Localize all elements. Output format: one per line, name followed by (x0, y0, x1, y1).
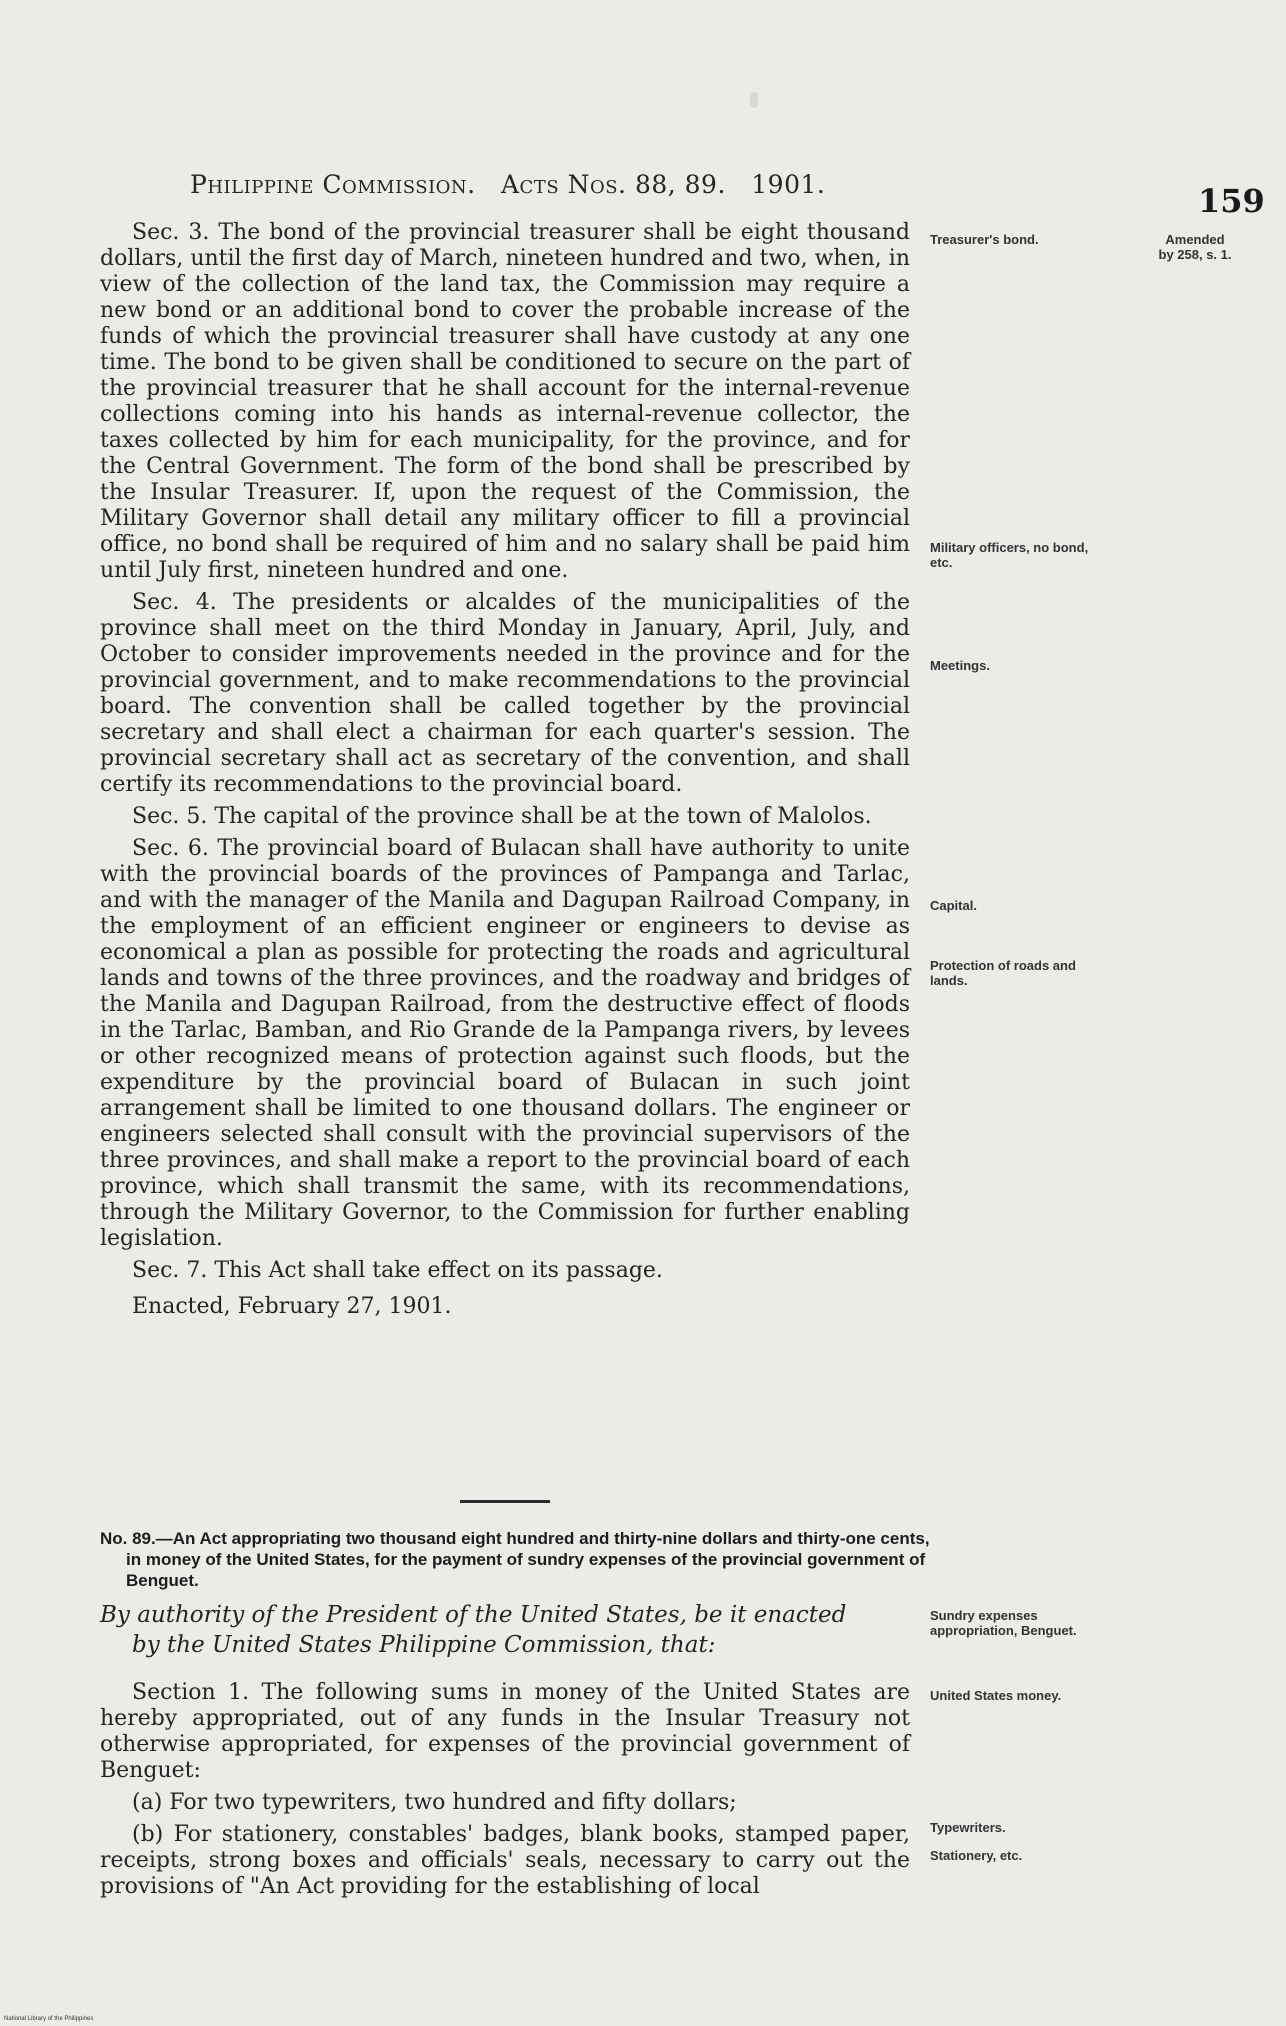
margin-note-military-officers: Military officers, no bond, etc. (930, 540, 1089, 570)
margin-note-us-money: United States money. (930, 1688, 1062, 1703)
enacting-line-1: By authority of the President of the United States, be it enacted (100, 1602, 847, 1628)
act-89-section-1: Section 1. The following sums in money of the United States are hereby appropriated, out of any funds in the Insular Treasury not otherwise appropriated, for expenses of the provincial government of Benguet: (100, 1680, 910, 1783)
running-head (190, 170, 825, 199)
section-3: Sec. 3. The bond of the provincial treasurer shall be eight thousand dollars, until the first day of March, nineteen hundred and two, when, in view of the collection of the land tax, the Commission may require a new bond or an additional bond to cover the probable increase of the funds of which the provincial treasurer shall have custody at any one time. The bond to be given shall be conditioned to secure on the part of the provincial treasurer that he shall account for the internal-revenue collections coming into his hands as internal-revenue collector, the taxes collected by him for each municipality, for the province, and for the Central Government. The form of the bond shall be prescribed by the Insular Treasurer. If, upon the request of the Commission, the Military Governor shall detail any military officer to fill a provincial office, no bond shall be required of him and no salary shall be paid him until July first, nineteen hundred and one. (100, 220, 910, 583)
section-5: Sec. 5. The capital of the province shall be at the town of Malolos. (132, 804, 872, 829)
margin-note-typewriters: Typewriters. (930, 1820, 1006, 1835)
page-number: 159 (1198, 182, 1265, 220)
amended-line-2: by 258, s. 1. (1158, 247, 1232, 262)
margin-note-stationery: Stationery, etc. (930, 1848, 1023, 1863)
section-4: Sec. 4. The presidents or alcaldes of the municipalities of the province shall meet on the third Monday in January, April, July, and October to consider improvements needed in the province and for the provincial government, and to make recommendations to the provincial board. The convention shall be called together by the provincial secretary and shall elect a chairman for each quarter's session. The provincial secretary shall act as secretary of the convention, and shall certify its recommendations to the provincial board. (100, 590, 910, 797)
running-title: Philippine Commission. (190, 170, 476, 199)
section-divider (460, 1500, 550, 1503)
running-year: 1901. (751, 170, 826, 199)
margin-note-amended (1125, 232, 1265, 262)
section-7: Sec. 7. This Act shall take effect on its passage. (132, 1258, 663, 1283)
item-b: (b) For stationery, constables' badges, blank books, stamped paper, receipts, strong boxes and officials' seals, necessary to carry out the provisions of "An Act providing for the establishing of local (100, 1822, 910, 1899)
enacting-line-2: by the United States Philippine Commission, that: (132, 1632, 716, 1658)
enacting-clause (100, 1600, 910, 1660)
item-a: (a) For two typewriters, two hundred and fifty dollars; (132, 1790, 737, 1815)
margin-note-meetings: Meetings. (930, 658, 990, 673)
act-88-body (100, 220, 910, 1326)
act-89-body (100, 1680, 910, 1906)
margin-note-protection: Protection of roads and lands. (930, 958, 1076, 988)
section-6: Sec. 6. The provincial board of Bulacan shall have authority to unite with the provincial boards of the provinces of Pampanga and Tarlac, and with the manager of the Manila and Dagupan Railroad Company, in the employment of an efficient engineer or engineers to devise as economical a plan as possible for protecting the roads and agricultural lands and towns of the three provinces, and the roadway and bridges of the Manila and Dagupan Railroad, from the destructive effect of floods in the Tarlac, Bamban, and Rio Grande de la Pampanga rivers, by levees or other recognized means of protection against such floods, but the expenditure by the provincial board of Bulacan in such joint arrangement shall be limited to one thousand dollars. The engineer or engineers selected shall consult with the provincial supervisors of the three provinces, and shall make a report to the provincial board of each province, which shall transmit the same, with its recommendations, through the Military Governor, to the Commission for further enabling legislation. (100, 836, 910, 1251)
amended-line-1: Amended (1165, 232, 1225, 247)
running-acts: Acts Nos. 88, 89. (500, 170, 726, 199)
margin-note-capital: Capital. (930, 898, 977, 913)
margin-note-sundry: Sundry expenses appropriation, Benguet. (930, 1608, 1077, 1638)
margin-note-treasurers-bond: Treasurer's bond. (930, 232, 1039, 247)
enacted-date: Enacted, February 27, 1901. (132, 1294, 452, 1319)
scan-footer: National Library of the Philippines (4, 2016, 94, 2022)
act-89-caption: No. 89.—An Act appropriating two thousand eight hundred and thirty-nine dollars and thirty-one cents, in money of the United States, for the payment of sundry expenses of the provincial government of Benguet. (100, 1529, 930, 1590)
scan-smudge (750, 92, 758, 108)
